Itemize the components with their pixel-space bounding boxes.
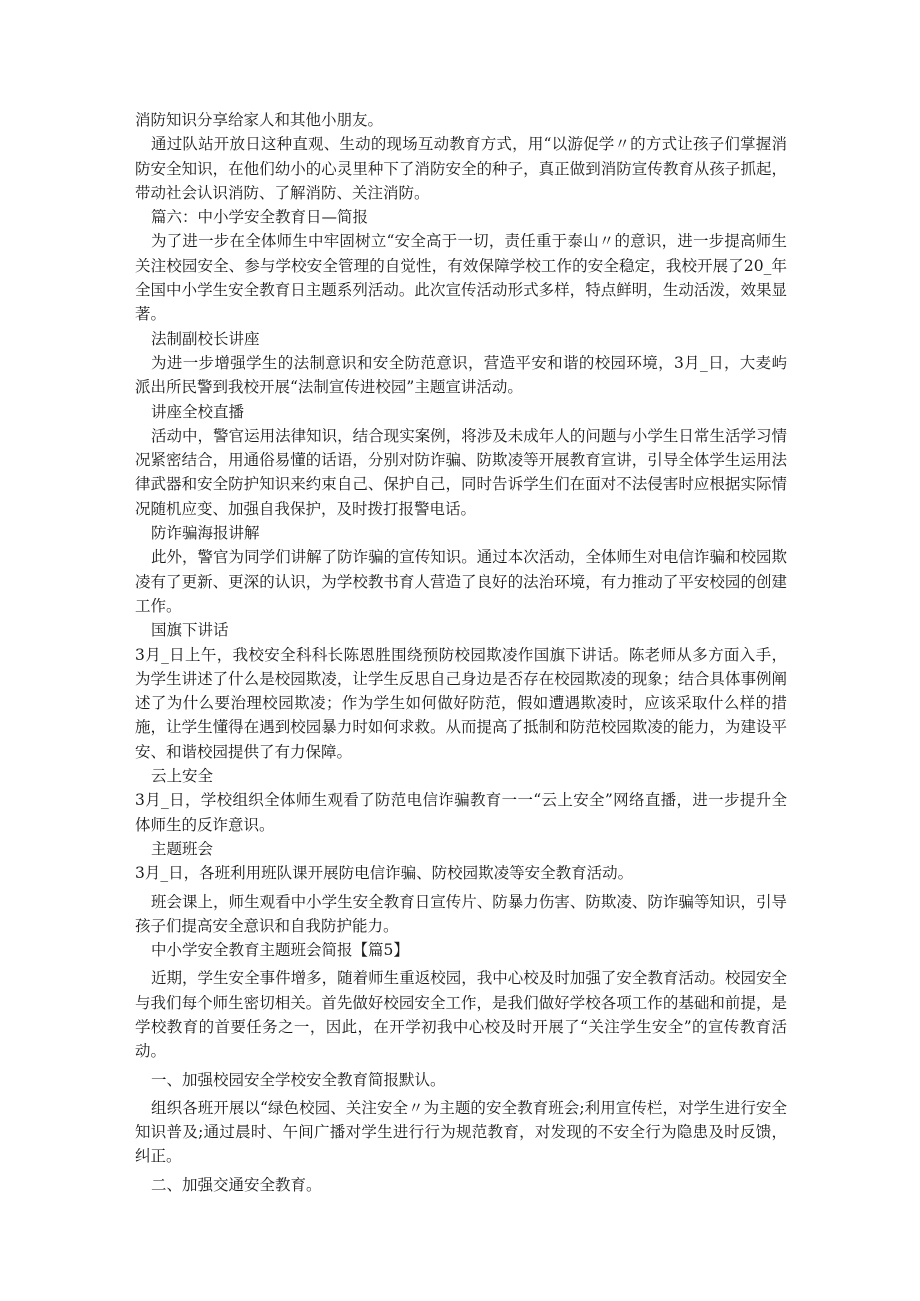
heading-part-six: 篇六：中小学安全教育日—简报 (151, 208, 369, 227)
heading-class-meeting: 主题班会 (151, 839, 214, 858)
heading-section-two: 二、加强交通安全教育。 (151, 1175, 322, 1194)
paragraph-anti-fraud-poster: 此外，警官为同学们讲解了防诈骗的宣传知识。通过本次活动，全体师生对电信诈骗和校园欺凌有了更新、更深的认识，为学校教书育人营造了良好的法治环境，有力推动了平安校园的创建工作。 (135, 548, 787, 615)
document-body (135, 108, 787, 1197)
paragraph-section-one: 组织各班开展以“绿色校园、关注安全〃为主题的安全教育班会;利用宣传栏，对学生进行安全知识普及;通过晨时、午间广播对学生进行行为规范教育，对发现的不安全行为隐患及时反馈，纠正。 (135, 1098, 787, 1166)
paragraph-part-five-intro: 近期，学生安全事件增多，随着师生重返校园，我中心校及时加强了安全教育活动。校园安全与我们每个师生密切相关。首先做好校园安全工作，是我们做好学校各项工作的基础和前提，是学校教育的首要任务之一，因此，在开学初我中心校及时开展了“关注学生安全”的宣传教育活动。 (135, 969, 787, 1061)
paragraph-legal-lecture: 为进一步增强学生的法制意识和安全防范意识，营造平安和谐的校园环境，3月_日，大麦屿派出所民警到我校开展“法制宣传进校园”主题宣讲活动。 (135, 353, 787, 397)
paragraph-safety-day-intro: 为了进一步在全体师生中牢固树立“安全高于一切，责任重于泰山〃的意识，进一步提高师生关注校园安全、参与学校安全管理的自觉性，有效保障学校工作的安全稳定，我校开展了20_年全国中小学生安全教育日主题系列活动。此次宣传活动形式多样，特点鲜明，生动活泼，效果显著。 (135, 232, 787, 324)
paragraph-lecture-broadcast: 活动中，警官运用法律知识，结合现实案例，将涉及未成年人的问题与小学生日常生活学习情况紧密结合，用通俗易懂的话语，分别对防诈骗、防欺凌等开展教育宣讲，引导全体学生运用法律武器和安全防护知识来约束自己、保护自己，同时告诉学生们在面对不法侵害时应根据实际情况随机应变、加强自我保护，及时拨打报警电话。 (135, 426, 787, 518)
heading-flag-speech: 国旗下讲话 (151, 621, 229, 640)
paragraph-cloud-safety: 3月_日，学校组织全体师生观看了防范电信诈骗教育一一“云上安全”网络直播，进一步提升全体师生的反诈意识。 (135, 791, 787, 834)
heading-section-one: 一、加强校园安全学校安全教育简报默认。 (151, 1070, 446, 1089)
paragraph-fire-station-open-day: 通过队站开放日这种直观、生动的现场互动教育方式，用“以游促学〃的方式让孩子们掌握消防安全知识，在他们幼小的心灵里种下了消防安全的种子，真正做到消防宣传教育从孩子抓起，带动社会认识消防、了解消防、关注消防。 (135, 135, 787, 202)
paragraph-class-meeting-content: 班会课上，师生观看中小学生安全教育日宣传片、防暴力伤害、防欺凌、防诈骗等知识，引导孩子们提高安全意识和自我防护能力。 (135, 892, 787, 935)
heading-lecture-broadcast: 讲座全校直播 (151, 402, 245, 421)
paragraph-fire-knowledge-ending: 消防知识分享给家人和其他小朋友。 (135, 111, 384, 129)
heading-cloud-safety: 云上安全 (151, 767, 214, 786)
heading-legal-lecture: 法制副校长讲座 (151, 329, 260, 348)
paragraph-flag-speech: 3月_日上午，我校安全科科长陈恩胜围绕预防校园欺凌作国旗下讲话。陈老师从多方面入手，为学生讲述了什么是校园欺凌，让学生反思自己身边是否存在校园欺凌的现象；结合具体事例阐述了为什么要治理校园欺凌；作为学生如何做好防范，假如遭遇欺凌时，应该采取什么样的措施，让学生懂得在遇到校园暴力时如何求救。从而提高了抵制和防范校园欺凌的能力，为建设平安、和谐校园提供了有力保障。 (135, 645, 787, 761)
heading-anti-fraud-poster: 防诈骗海报讲解 (151, 524, 260, 543)
heading-part-five: 中小学安全教育主题班会简报【篇5】 (151, 941, 409, 960)
paragraph-class-meeting: 3月_日，各班利用班队课开展防电信诈骗、防校园欺凌等安全教育活动。 (135, 864, 634, 883)
